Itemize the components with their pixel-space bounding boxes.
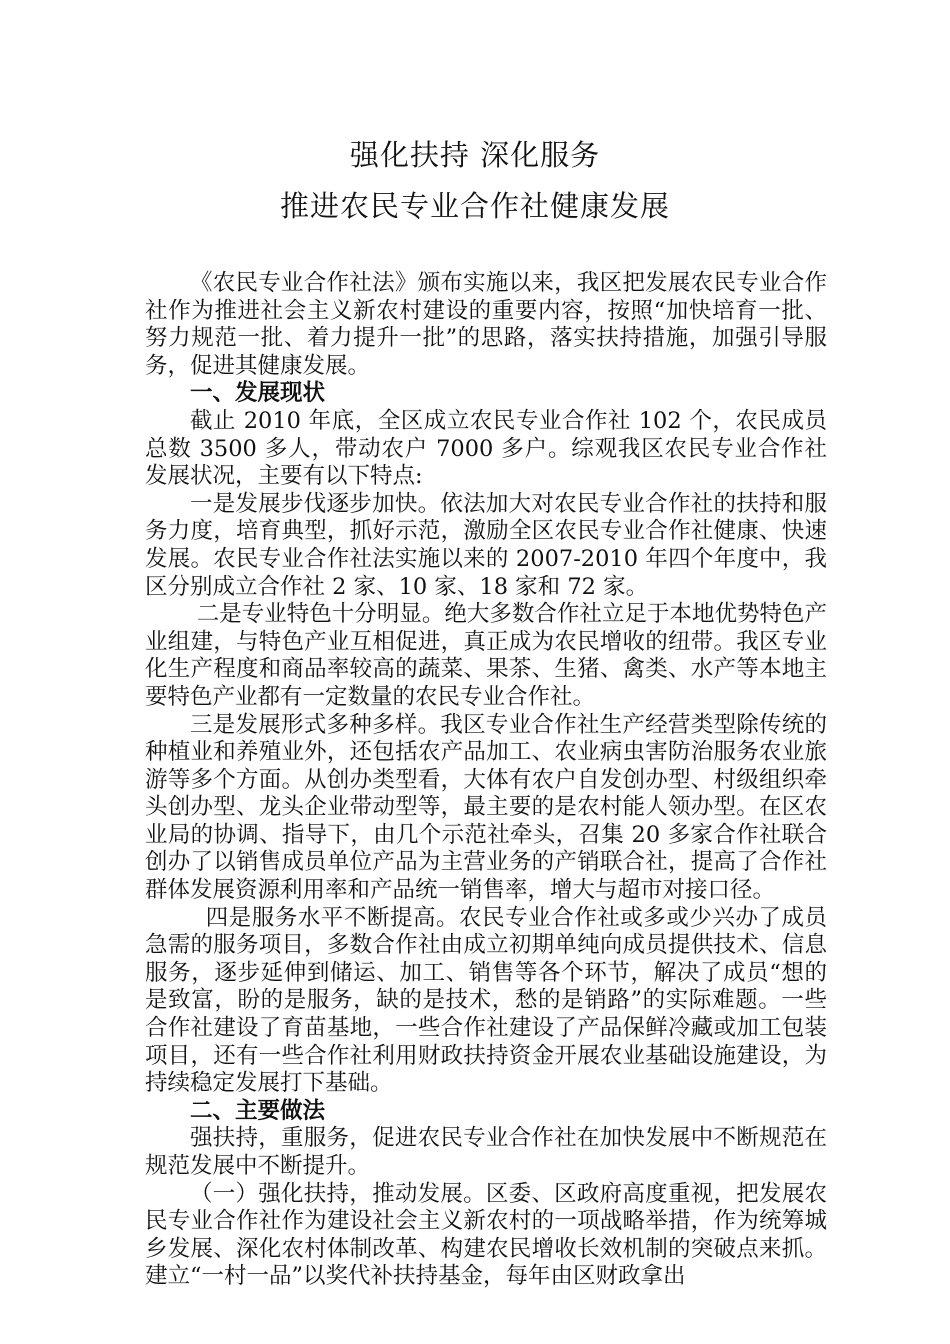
- intro-paragraph: 《农民专业合作社法》颁布实施以来，我区把发展农民专业合作社作为推进社会主义新农村建设的重要内容，按照“加快培育一批、努力规范一批、着力提升一批”的思路，落实扶持措施，加强引导服务，促进其健康发展。: [145, 270, 827, 379]
- paragraph-feature-four: 四是服务水平不断提高。农民专业合作社或多或少兴办了成员急需的服务项目，多数合作社由成立初期单纯向成员提供技术、信息服务，逐步延伸到储运、加工、销售等各个环节，解决了成员“想的是致富，盼的是服务，缺的是技术，愁的是销路”的实际难题。一些合作社建设了育苗基地，一些合作社建设了产品保鲜冷藏或加工包装项目，还有一些合作社利用财政扶持资金开展农业基础设施建设，为持续稳定发展打下基础。: [145, 904, 827, 1097]
- paragraph-feature-one: 一是发展步伐逐步加快。依法加大对农民专业合作社的扶持和服务力度，培育典型，抓好示范，激励全区农民专业合作社健康、快速发展。农民专业合作社法实施以来的 2007-2010 年四个年度中，我区分别成立合作社 2 家、10 家、18 家和 72 家。: [145, 490, 827, 600]
- paragraph-practices-summary: 强扶持，重服务，促进农民专业合作社在加快发展中不断规范在规范发展中不断提升。: [145, 1125, 827, 1179]
- document-title-line-1: 强化扶持 深化服务: [349, 138, 601, 172]
- paragraph-practice-one: （一）强化扶持，推动发展。区委、区政府高度重视，把发展农民专业合作社作为建设社会主义新农村的一项战略举措，作为统筹城乡发展、深化农村体制改革、构建农民增收长效机制的突破点来抓。建立“一村一品”以奖代补扶持基金，每年由区财政拿出: [145, 1180, 827, 1290]
- section-heading-development-status: 一、发展现状: [190, 380, 326, 407]
- document-title-line-2: 推进农民专业合作社健康发展: [279, 189, 670, 223]
- paragraph-feature-two: 二是专业特色十分明显。绝大多数合作社立足于本地优势特色产业组建，与特色产业互相促进，真正成为农民增收的纽带。我区专业化生产程度和商品率较高的蔬菜、果茶、生猪、禽类、水产等本地主要特色产业都有一定数量的农民专业合作社。: [145, 601, 827, 710]
- document-body: [145, 270, 827, 1291]
- paragraph-feature-three: 三是发展形式多种多样。我区专业合作社生产经营类型除传统的种植业和养殖业外，还包括农产品加工、农业病虫害防治服务农业旅游等多个方面。从创办类型看，大体有农户自发创办型、村级组织牵头创办型、龙头企业带动型等，最主要的是农村能人领办型。在区农业局的协调、指导下，由几个示范社牵头，召集 20 多家合作社联合创办了以销售成员单位产品为主营业务的产销联合社，提高了合作社群体发展资源利用率和产品统一销售率，增大与超市对接口径。: [145, 711, 827, 904]
- paragraph-status-summary: 截止 2010 年底，全区成立农民专业合作社 102 个，农民成员总数 3500 多人，带动农户 7000 多户。综观我区农民专业合作社发展状况，主要有以下特点:: [145, 407, 827, 490]
- section-heading-main-practices: 二、主要做法: [190, 1097, 326, 1124]
